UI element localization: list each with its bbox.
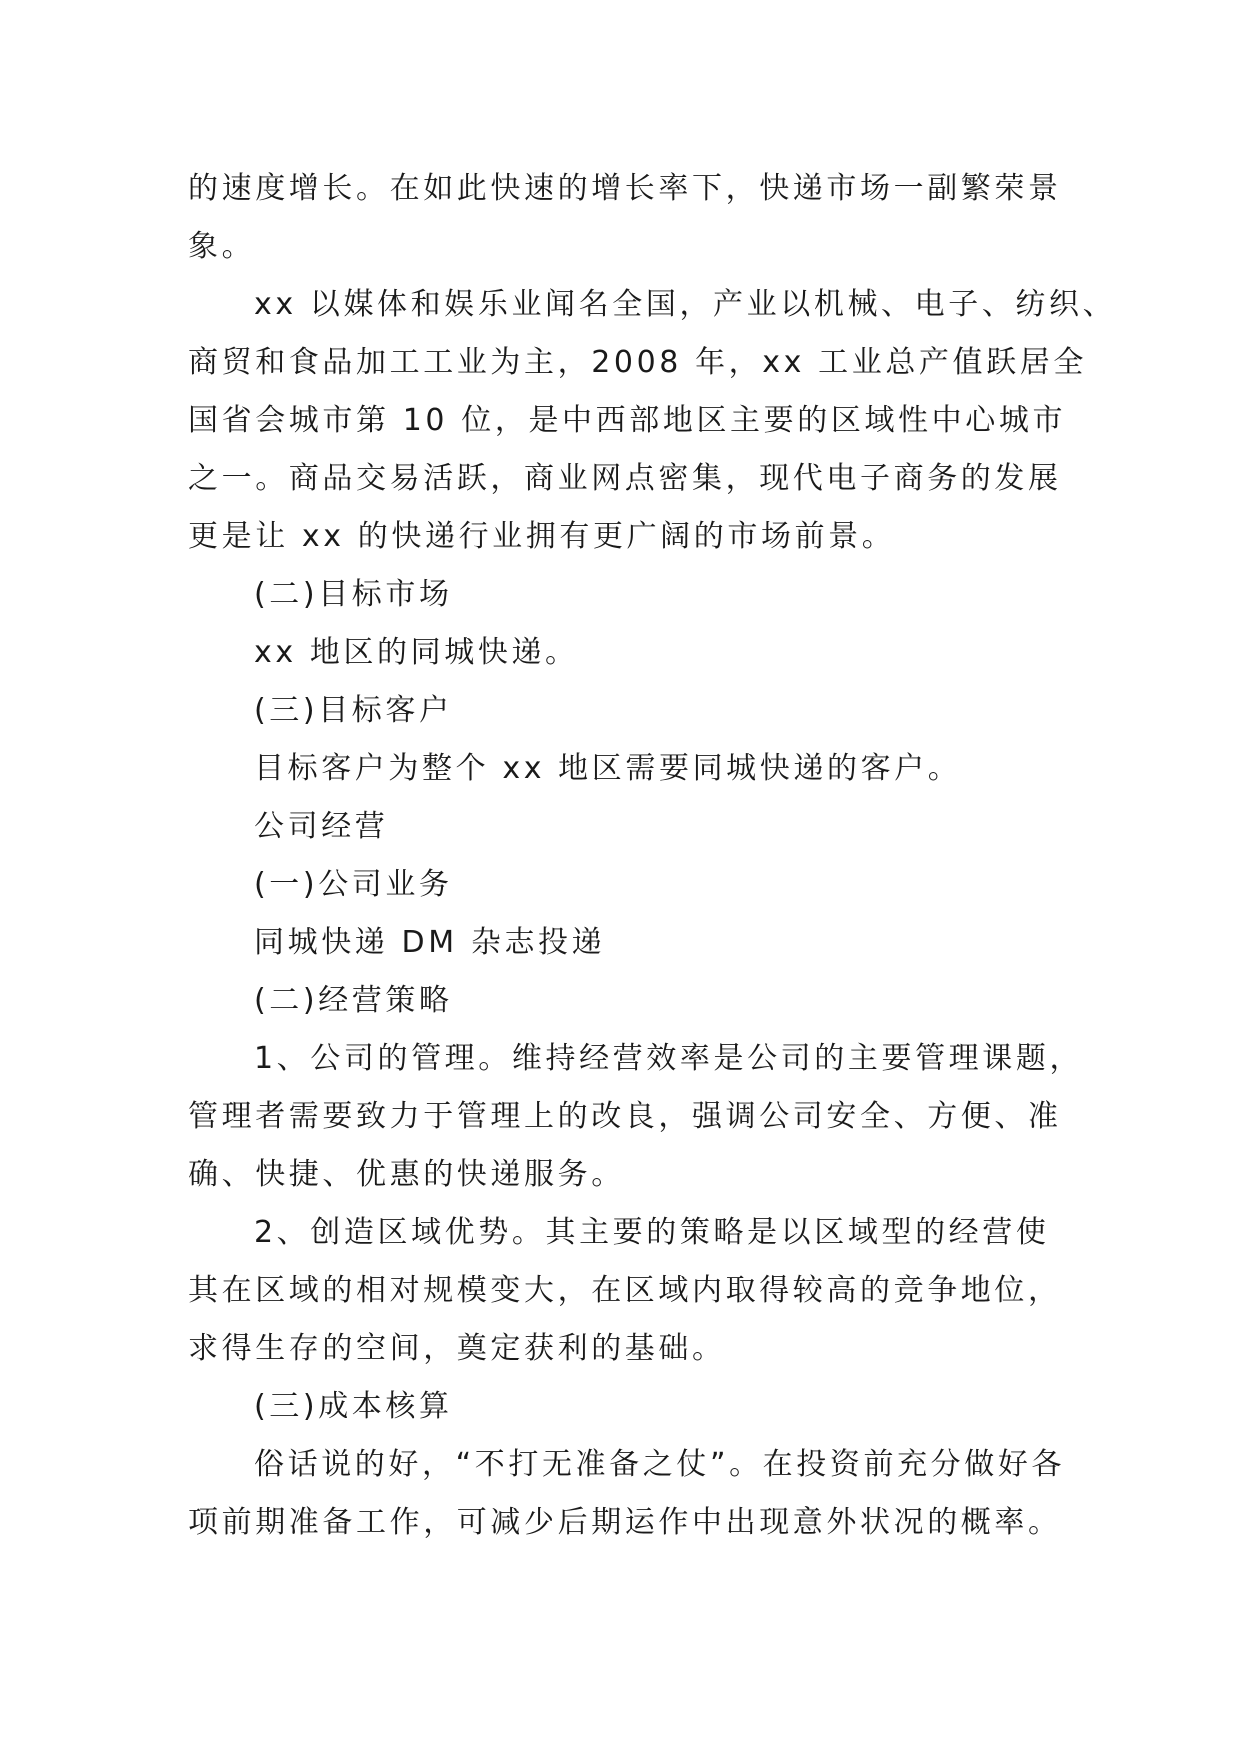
text-line: 1、公司的管理。维持经营效率是公司的主要管理课题，: [254, 1041, 1084, 1076]
section-heading: 公司经营: [254, 809, 389, 844]
text-line: 更是让 xx 的快递行业拥有更广阔的市场前景。: [188, 519, 896, 554]
text-line: 确、快捷、优惠的快递服务。: [188, 1157, 625, 1192]
text-line: 2、创造区域优势。其主要的策略是以区域型的经营使: [254, 1215, 1050, 1250]
section-heading: (三)目标客户: [254, 693, 453, 728]
text-line: xx 以媒体和娱乐业闻名全国，产业以机械、电子、纺织、: [254, 287, 1117, 322]
text-line: 国省会城市第 10 位，是中西部地区主要的区域性中心城市: [188, 403, 1067, 438]
text-line: xx 地区的同城快递。: [254, 635, 579, 670]
text-line: 目标客户为整个 xx 地区需要同城快递的客户。: [254, 751, 962, 786]
text-line: 项前期准备工作，可减少后期运作中出现意外状况的概率。: [188, 1505, 1062, 1540]
text-line: 之一。商品交易活跃，商业网点密集，现代电子商务的发展: [188, 461, 1062, 496]
text-line: 求得生存的空间，奠定获利的基础。: [188, 1331, 726, 1366]
text-line: 象。: [188, 229, 256, 264]
section-heading: (一)公司业务: [254, 867, 453, 902]
text-line: 的速度增长。在如此快速的增长率下，快递市场一副繁荣景: [188, 171, 1062, 206]
text-line: 管理者需要致力于管理上的改良，强调公司安全、方便、准: [188, 1099, 1062, 1134]
text-line: 商贸和食品加工工业为主，2008 年，xx 工业总产值跃居全: [188, 345, 1087, 380]
section-heading: (二)目标市场: [254, 577, 453, 612]
text-line: 同城快递 DM 杂志投递: [254, 925, 606, 960]
document-body: [188, 160, 1117, 1552]
section-heading: (三)成本核算: [254, 1389, 453, 1424]
text-line: 俗话说的好，“不打无准备之仗”。在投资前充分做好各: [254, 1447, 1066, 1482]
section-heading: (二)经营策略: [254, 983, 453, 1018]
text-line: 其在区域的相对规模变大，在区域内取得较高的竞争地位，: [188, 1273, 1062, 1308]
